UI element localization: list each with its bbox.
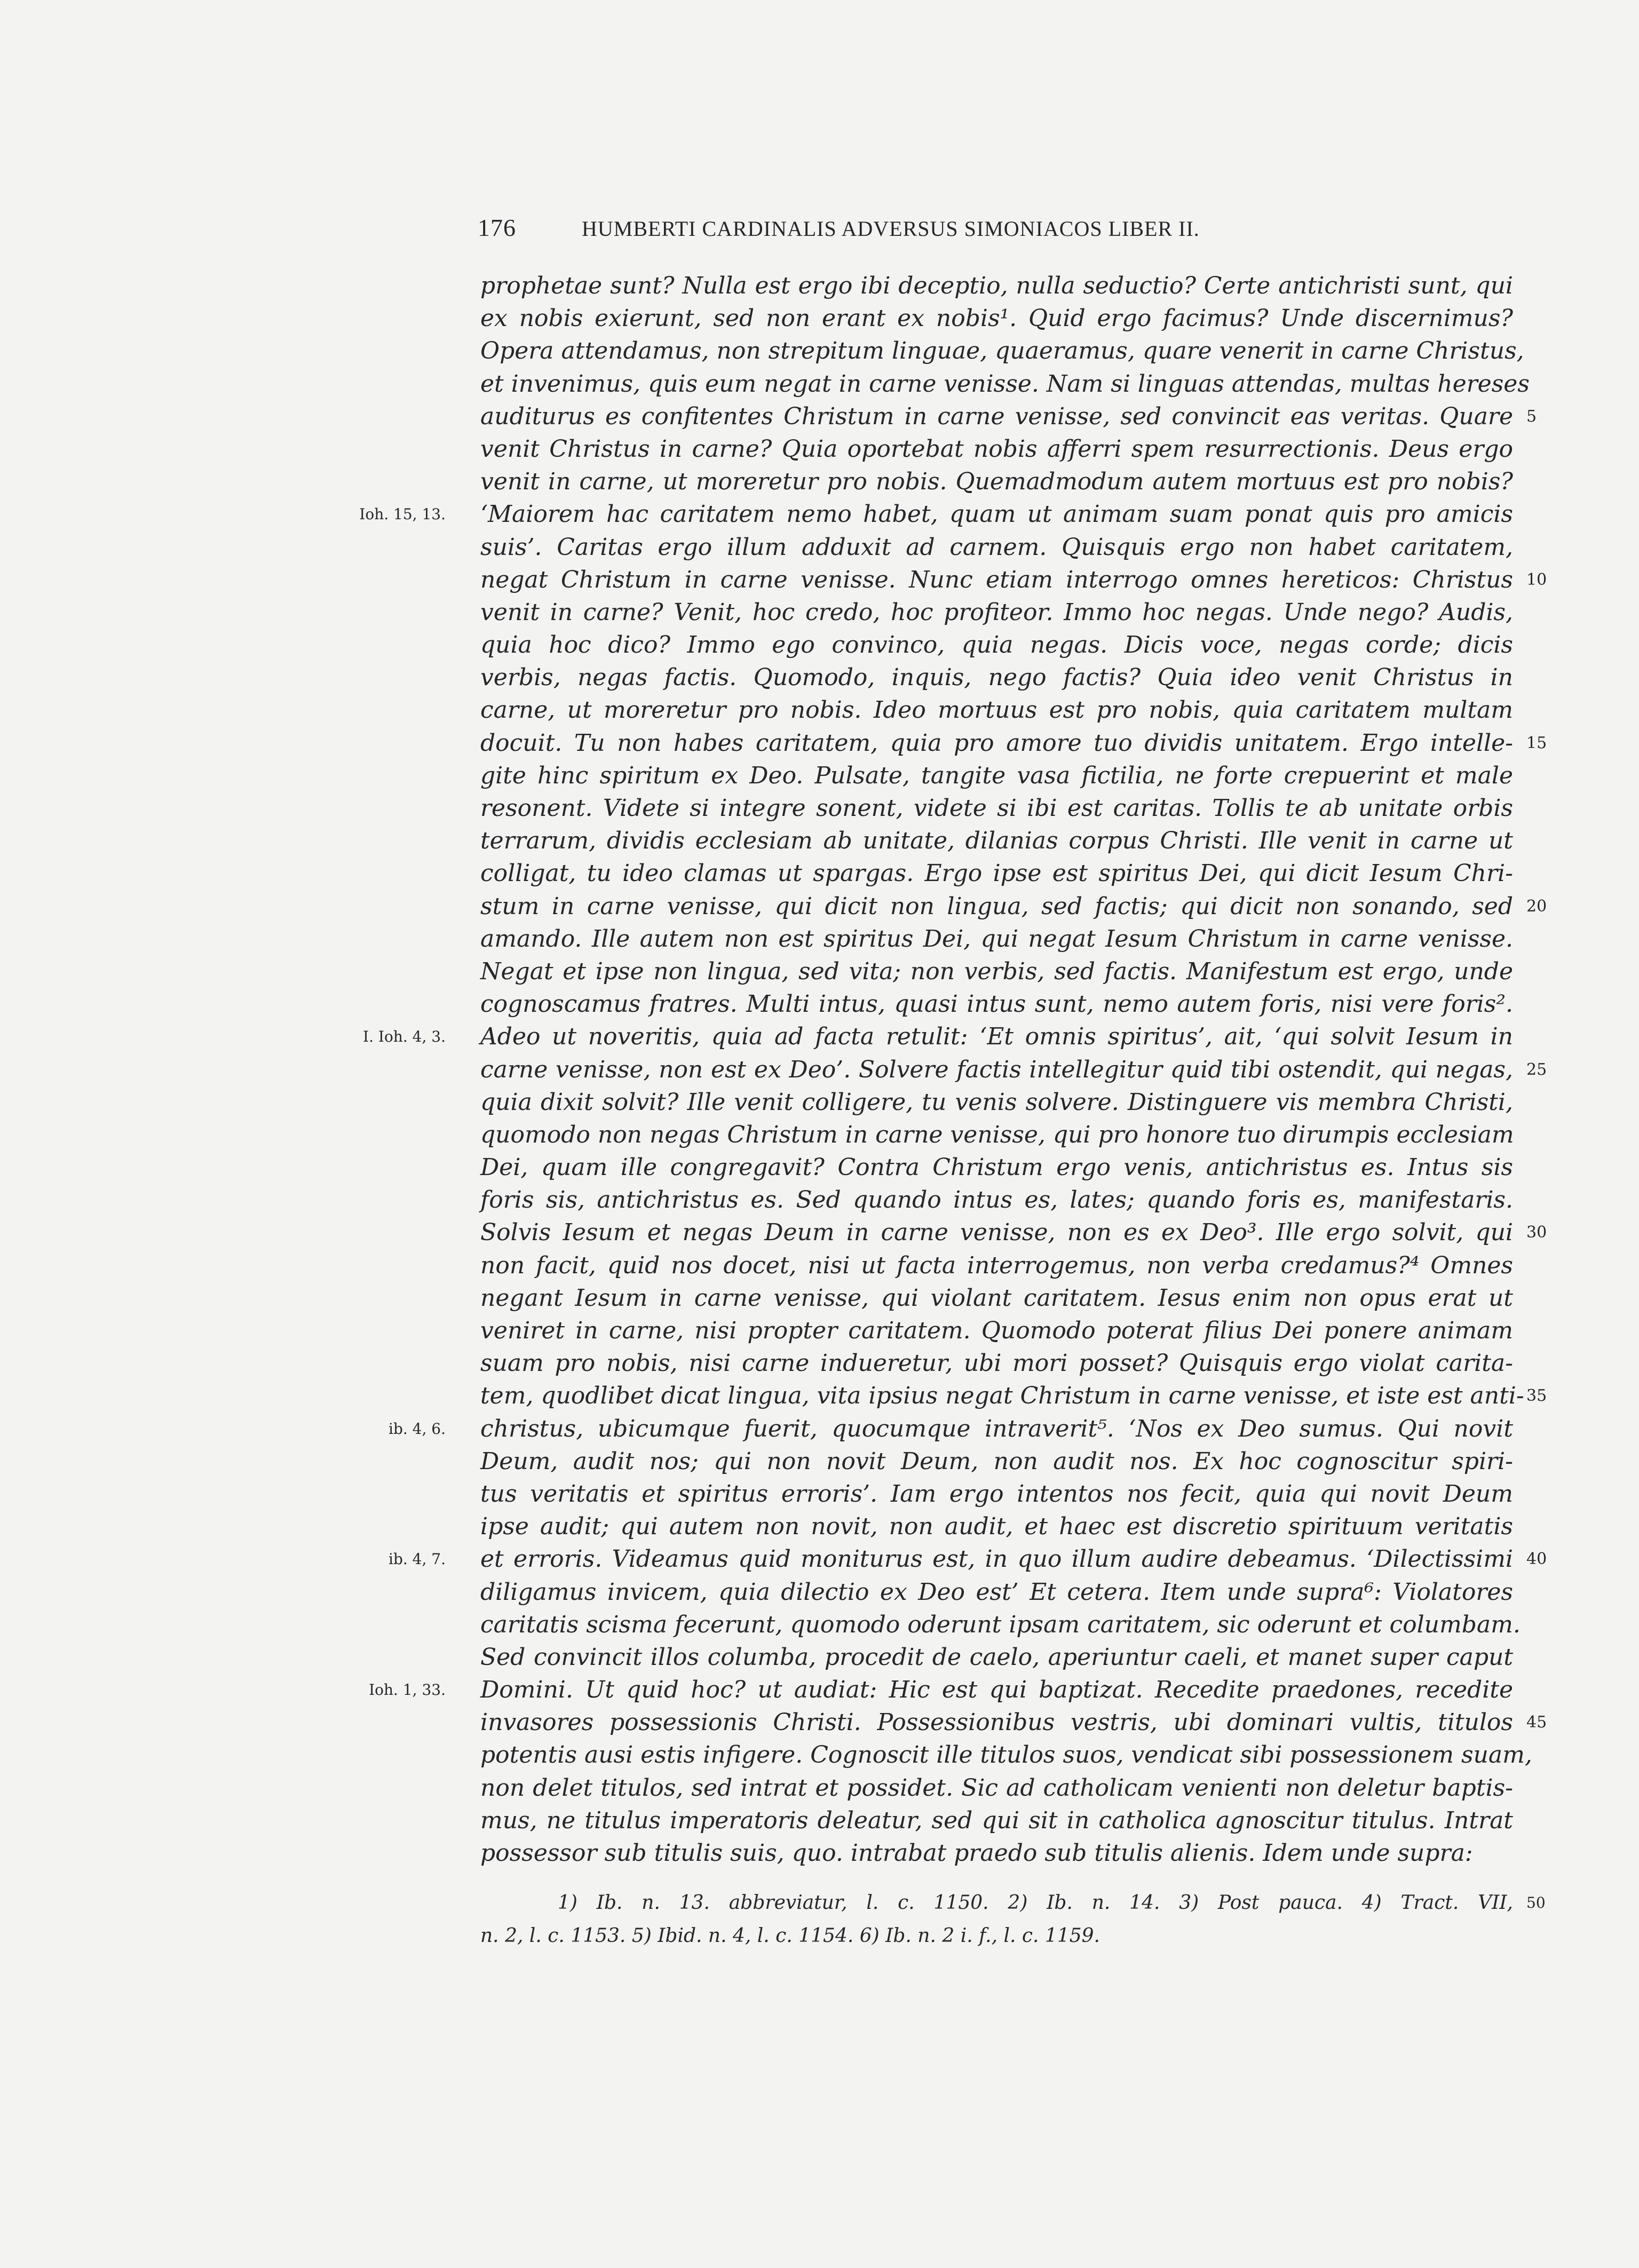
line-text: foris sis, antichristus es. Sed quando intus es, lates; quando foris es, manifestaris. bbox=[480, 1186, 1513, 1214]
text-line bbox=[480, 1282, 1513, 1314]
line-text: mus, ne titulus imperatoris deleatur, sed qui sit in catholica agnoscitur titulus. Intrat bbox=[480, 1806, 1513, 1834]
line-text: venit Christus in carne? Quia oportebat nobis afferri spem resurrectionis. Deus ergo bbox=[480, 435, 1513, 463]
text-line bbox=[480, 1739, 1532, 1771]
text-line bbox=[480, 531, 1513, 564]
line-number: 50 bbox=[1526, 1894, 1546, 1912]
text-line bbox=[363, 1020, 1513, 1053]
margin-reference: ib. 4, 6. bbox=[388, 1420, 446, 1438]
line-text: colligat, tu ideo clamas ut spargas. Ergo ipse est spiritus Dei, qui dicit Iesum Chri- bbox=[480, 860, 1513, 887]
line-number: 20 bbox=[1526, 897, 1547, 916]
line-text: stum in carne venisse, qui dicit non lingua, sed factis; qui dicit non sonando, sed bbox=[480, 892, 1513, 920]
page-header bbox=[478, 213, 1385, 242]
line-text: venit in carne? Venit, hoc credo, hoc profiteor. Immo hoc negas. Unde nego? Audis, bbox=[480, 598, 1513, 626]
text-line bbox=[480, 727, 1547, 759]
line-text: quomodo non negas Christum in carne venisse, qui pro honore tuo dirumpis ecclesiam bbox=[480, 1121, 1514, 1148]
line-text: gite hinc spiritum ex Deo. Pulsate, tangite vasa fictilia, ne forte crepuerint et male bbox=[480, 762, 1513, 789]
line-text: terrarum, dividis ecclesiam ab unitate, dilanias corpus Christi. Ille venit in carne ut bbox=[480, 827, 1513, 855]
line-number: 15 bbox=[1526, 733, 1547, 752]
footnote-text: 1) Ib. n. 13. abbreviatur, l. c. 1150. 2) Ib. n. 14. 3) Post pauca. 4) Tract. VII, bbox=[558, 1892, 1513, 1914]
text-line bbox=[480, 564, 1547, 596]
text-line bbox=[359, 498, 1513, 530]
text-line bbox=[480, 857, 1513, 890]
line-text: verbis, negas factis. Quomodo, inquis, nego factis? Quia ideo venit Christus in bbox=[480, 664, 1513, 692]
text-line bbox=[480, 792, 1513, 824]
line-text: resonent. Videte si integre sonent, videte si ibi est caritas. Tollis te ab unitate orbis bbox=[480, 795, 1513, 822]
line-number: 10 bbox=[1526, 570, 1547, 589]
footnote-line bbox=[480, 1886, 1546, 1920]
footnote-text: n. 2, l. c. 1153. 5) Ibid. n. 4, l. c. 1154. 6) Ib. n. 2 i. f., l. c. 1159. bbox=[480, 1925, 1100, 1947]
line-text: caritatis scisma fecerunt, quomodo oderunt ipsam caritatem, sic oderunt et columbam. bbox=[480, 1611, 1521, 1638]
line-text: negat Christum in carne venisse. Nunc etiam interrogo omnes hereticos: Christus bbox=[480, 566, 1513, 593]
line-text: Opera attendamus, non strepitum linguae, quaeramus, quare venerit in carne Christus, bbox=[480, 337, 1524, 365]
running-title: HUMBERTI CARDINALIS ADVERSUS SIMONIACOS LIBER II. bbox=[582, 217, 1200, 241]
text-line bbox=[480, 1608, 1521, 1641]
line-text: non facit, quid nos docet, nisi ut facta interrogemus, non verba credamus?⁴ Omnes bbox=[480, 1251, 1513, 1279]
text-line bbox=[480, 1804, 1513, 1837]
text-line bbox=[480, 1216, 1547, 1249]
text-line bbox=[480, 1347, 1513, 1379]
text-line bbox=[480, 1053, 1547, 1086]
line-text: christus, ubicumque fuerit, quocumque intraverit⁵. ‘Nos ex Deo sumus. Qui novit bbox=[480, 1415, 1513, 1442]
margin-reference: Ioh. 15, 13. bbox=[359, 505, 446, 524]
footnote-line bbox=[480, 1920, 1513, 1953]
line-text: veniret in carne, nisi propter caritatem. Quomodo poterat filius Dei ponere animam bbox=[480, 1317, 1513, 1344]
text-line bbox=[480, 1151, 1513, 1184]
line-text: diligamus invicem, quia dilectio ex Deo est’ Et cetera. Item unde supra⁶: Violatores bbox=[480, 1578, 1513, 1606]
text-line bbox=[480, 694, 1513, 726]
line-text: carne, ut moreretur pro nobis. Ideo mortuus est pro nobis, quia caritatem multam bbox=[480, 696, 1513, 724]
line-text: prophetae sunt? Nulla est ergo ibi deceptio, nulla seductio? Certe antichristi sunt, qui bbox=[480, 272, 1513, 299]
text-line bbox=[480, 890, 1547, 923]
text-line bbox=[480, 302, 1513, 335]
text-line bbox=[480, 465, 1513, 498]
text-line bbox=[480, 1576, 1513, 1608]
margin-reference: I. Ioh. 4, 3. bbox=[363, 1028, 446, 1046]
line-text: Adeo ut noveritis, quia ad facta retulit: ‘Et omnis spiritus’, ait, ‘qui solvit Iesum in bbox=[480, 1023, 1513, 1051]
line-text: et erroris. Videamus quid moniturus est, in quo illum audire debeamus. ‘Dilectissimi bbox=[480, 1545, 1513, 1573]
text-line bbox=[480, 1184, 1513, 1216]
text-line bbox=[480, 1837, 1513, 1869]
line-text: carne venisse, non est ex Deo’. Solvere factis intellegitur quid tibi ostendit, qui negas, bbox=[480, 1056, 1513, 1083]
text-line bbox=[480, 1478, 1513, 1510]
text-line bbox=[480, 988, 1513, 1020]
line-text: Deum, audit nos; qui non novit Deum, non audit nos. Ex hoc cognoscitur spiri- bbox=[480, 1447, 1513, 1475]
text-line bbox=[480, 759, 1513, 792]
line-number: 5 bbox=[1526, 407, 1537, 426]
footnotes bbox=[480, 1886, 1546, 1953]
line-text: non delet titulos, sed intrat et possidet. Sic ad catholicam venienti non deletur baptis- bbox=[480, 1774, 1513, 1802]
line-text: possessor sub titulis suis, quo. intrabat praedo sub titulis alienis. Idem unde supra: bbox=[480, 1839, 1473, 1867]
text-line bbox=[480, 335, 1524, 367]
line-text: suam pro nobis, nisi carne indueretur, ubi mori posset? Quisquis ergo violat carita- bbox=[480, 1350, 1513, 1377]
text-line bbox=[480, 400, 1537, 433]
line-text: Negat et ipse non lingua, sed vita; non verbis, sed factis. Manifestum est ergo, unde bbox=[480, 957, 1513, 985]
line-number: 45 bbox=[1526, 1713, 1547, 1732]
text-line bbox=[480, 596, 1513, 629]
text-line bbox=[369, 1674, 1513, 1706]
line-text: ipse audit; qui autem non novit, non audit, et haec est discretio spirituum veritatis bbox=[480, 1513, 1513, 1541]
text-line bbox=[480, 1772, 1513, 1804]
line-text: invasores possessionis Christi. Possessionibus vestris, ubi dominari vultis, titulos bbox=[480, 1709, 1513, 1736]
text-line bbox=[480, 824, 1513, 857]
text-line bbox=[480, 1445, 1513, 1478]
text-line bbox=[480, 955, 1513, 988]
text-line bbox=[480, 433, 1513, 465]
line-text: docuit. Tu non habes caritatem, quia pro amore tuo dividis unitatem. Ergo intelle- bbox=[480, 729, 1513, 757]
text-line bbox=[480, 1086, 1513, 1119]
line-text: venit in carne, ut moreretur pro nobis. Quemadmodum autem mortuus est pro nobis? bbox=[480, 468, 1513, 496]
line-text: quia dixit solvit? Ille venit colligere, tu venis solvere. Distinguere vis membra Christi, bbox=[480, 1088, 1513, 1116]
line-text: auditurus es confitentes Christum in carne venisse, sed convincit eas veritas. Quare bbox=[480, 402, 1513, 430]
line-text: Domini. Ut quid hoc? ut audiat: Hic est qui baptizat. Recedite praedones, recedite bbox=[480, 1676, 1513, 1704]
text-line bbox=[388, 1543, 1547, 1575]
text-line bbox=[480, 1641, 1513, 1674]
text-line bbox=[480, 661, 1513, 694]
line-text: et invenimus, quis eum negat in carne venisse. Nam si linguas attendas, multas hereses bbox=[480, 370, 1530, 398]
margin-reference: Ioh. 1, 33. bbox=[369, 1681, 446, 1699]
page-number: 176 bbox=[478, 214, 516, 241]
line-number: 40 bbox=[1526, 1550, 1547, 1569]
main-text bbox=[359, 269, 1547, 1869]
line-text: Dei, quam ille congregavit? Contra Christum ergo venis, antichristus es. Intus sis bbox=[480, 1154, 1513, 1181]
line-text: tem, quodlibet dicat lingua, vita ipsius negat Christum in carne venisse, et iste est anti- bbox=[480, 1382, 1524, 1410]
line-number: 25 bbox=[1526, 1060, 1547, 1079]
text-line bbox=[480, 269, 1513, 302]
line-text: suis’. Caritas ergo illum adduxit ad carnem. Quisquis ergo non habet caritatem, bbox=[480, 533, 1513, 561]
line-text: tus veritatis et spiritus erroris’. Iam ergo intentos nos fecit, quia qui novit Deum bbox=[480, 1480, 1513, 1508]
line-text: cognoscamus fratres. Multi intus, quasi intus sunt, nemo autem foris, nisi vere foris². bbox=[480, 990, 1513, 1018]
text-line bbox=[480, 1379, 1547, 1412]
text-line bbox=[480, 1249, 1513, 1282]
line-text: ‘Maiorem hac caritatem nemo habet, quam ut animam suam ponat quis pro amicis bbox=[480, 501, 1513, 528]
text-line bbox=[480, 1119, 1513, 1151]
line-text: negant Iesum in carne venisse, qui violant caritatem. Iesus enim non opus erat ut bbox=[480, 1284, 1513, 1312]
line-text: amando. Ille autem non est spiritus Dei, qui negat Iesum Christum in carne venisse. bbox=[480, 925, 1513, 953]
line-text: potentis ausi estis infigere. Cognoscit ille titulos suos, vendicat sibi possessionem suam, bbox=[480, 1741, 1532, 1769]
line-text: Solvis Iesum et negas Deum in carne venisse, non es ex Deo³. Ille ergo solvit, qui bbox=[480, 1219, 1513, 1247]
text-line bbox=[480, 368, 1530, 400]
line-text: Sed convincit illos columba, procedit de caelo, aperiuntur caeli, et manet super caput bbox=[480, 1643, 1513, 1671]
line-number: 30 bbox=[1526, 1223, 1547, 1242]
text-line bbox=[388, 1413, 1513, 1445]
text-line bbox=[480, 1510, 1513, 1543]
text-line bbox=[480, 1706, 1547, 1739]
line-number: 35 bbox=[1526, 1386, 1547, 1406]
line-text: quia hoc dico? Immo ego convinco, quia negas. Dicis voce, negas corde; dicis bbox=[480, 631, 1513, 659]
text-line bbox=[480, 1314, 1513, 1347]
margin-reference: ib. 4, 7. bbox=[388, 1550, 446, 1568]
text-line bbox=[480, 629, 1513, 661]
line-text: ex nobis exierunt, sed non erant ex nobis¹. Quid ergo facimus? Unde discernimus? bbox=[480, 305, 1513, 332]
text-line bbox=[480, 923, 1513, 955]
